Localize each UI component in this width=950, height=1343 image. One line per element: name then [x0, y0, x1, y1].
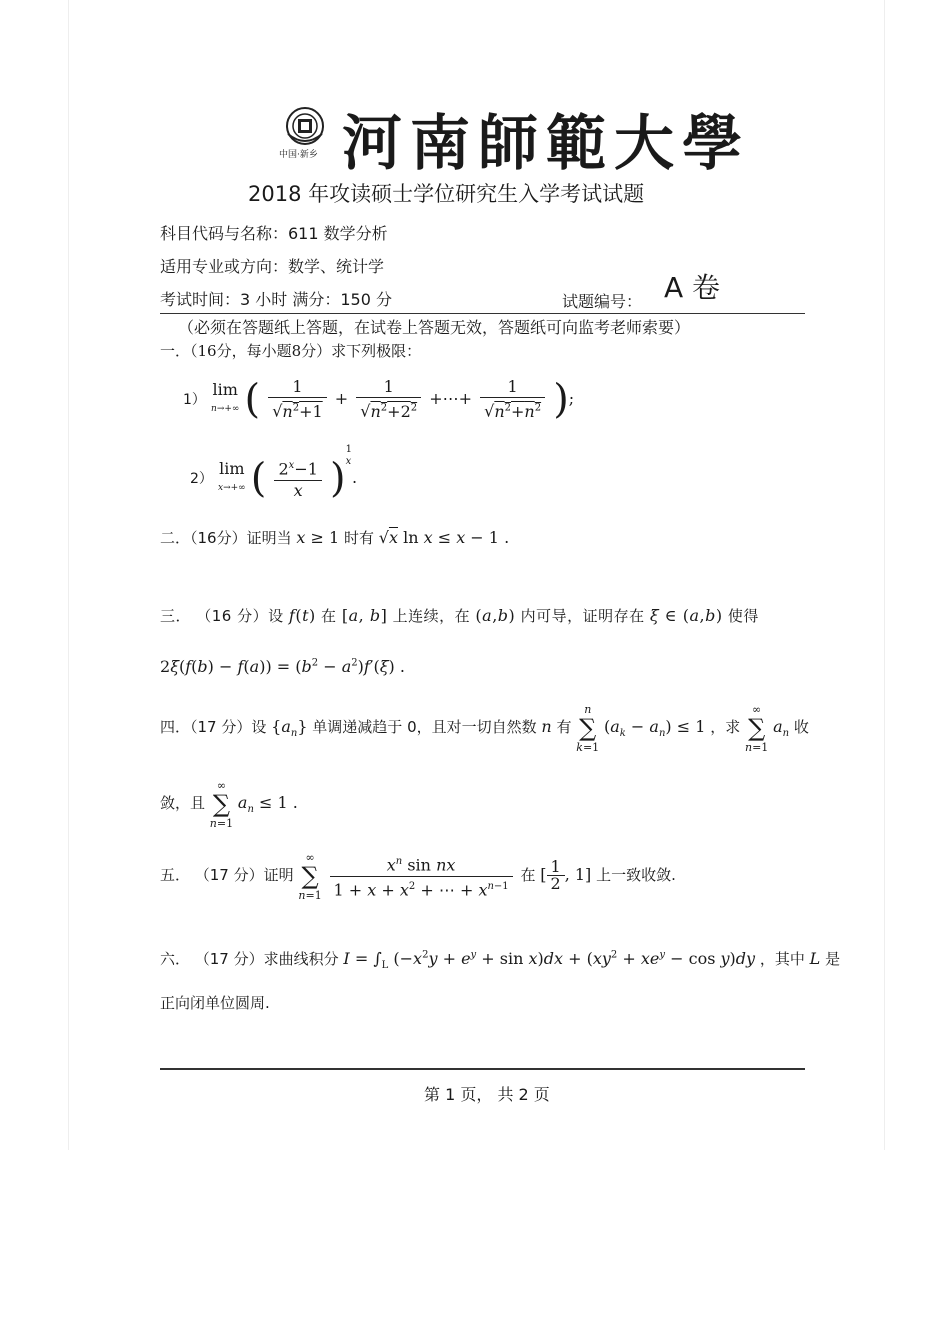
q1-2-label: 2）	[190, 471, 213, 487]
q4-line1: 四．（17 分）设 $\{a_n\}$ 单调递减趋于 0，且对一切自然数 n 有 n ∑ k=1 $(a_k - a_n) \le 1$ ，求 ∞ ∑ n=1 $a_n$ 收	[160, 703, 809, 754]
q1-part2: 2） lim x→+∞ ( $\frac{2^x-1}{x}$ )1 x.	[190, 444, 358, 502]
header-rule	[160, 313, 805, 314]
q6-line1: 六． （17 分）求曲线积分 $I = \int_L$ $(-x^2y + e^y + \sin x)dx + (xy^2 + xe^y - \cos y)dy$ ，其中 L 是	[160, 949, 841, 972]
answer-notice: （必须在答题纸上答题，在试卷上答题无效，答题纸可向监考老师索要）	[178, 318, 691, 337]
time-score-line: 考试时间：3 小时 满分：150 分	[160, 290, 392, 309]
q1-heading: 一．（16分，每小题8分）求下列极限：	[160, 342, 422, 360]
q5: 五． （17 分）证明 ∞ ∑ n=1 $\frac{x^n \sin nx}{1 + x + x^2 + \cdots + x^{n-1}}$ 在 [ $\frac{1}{2}$ , 1] 上一致收敛.	[160, 851, 676, 902]
subject-line: 科目代码与名称：611 数学分析	[160, 224, 388, 243]
paper-number-label: 试题编号：	[562, 292, 643, 311]
q2: 二．（16分）证明当 x ≥ 1 时有 √x ln x ≤ x − 1 .	[160, 528, 510, 547]
q3-line2: $2\xi(f(b) - f(a)) = (b^2 - a^2)f'(\xi)$ .	[160, 657, 405, 676]
exam-title: 2018 年攻读硕士学位研究生入学考试试题	[248, 182, 645, 206]
paper-version: A 卷	[664, 271, 721, 304]
q1-1-label: 1）	[183, 392, 206, 408]
q3-line1: 三． （16 分）设 f(t) 在 [a, b] 上连续，在 (a,b) 内可导，证明存在 ξ ∈ (a,b) 使得	[160, 606, 759, 625]
page-number: 第 1 页， 共 2 页	[424, 1085, 550, 1104]
q6-line2: 正向闭单位圆周.	[160, 994, 270, 1012]
logo-caption: 中国·新乡	[279, 150, 318, 160]
major-line: 适用专业或方向：数学、统计学	[160, 257, 385, 276]
university-name: 河南師範大學	[342, 109, 750, 179]
q4-line2: 敛，且 ∞ ∑ n=1 $a_n \le 1$ .	[160, 779, 298, 830]
q1-1-lim: lim n→+∞	[211, 380, 240, 414]
q1-part1: 1） lim n→+∞ ( $\frac{1}{√n^2+1}$ + $\frac{1}{√n^2+2^2}$ +⋯+ $\frac{1}{√n^2+n^2}$ );	[183, 376, 575, 423]
footer-rule	[160, 1068, 805, 1070]
